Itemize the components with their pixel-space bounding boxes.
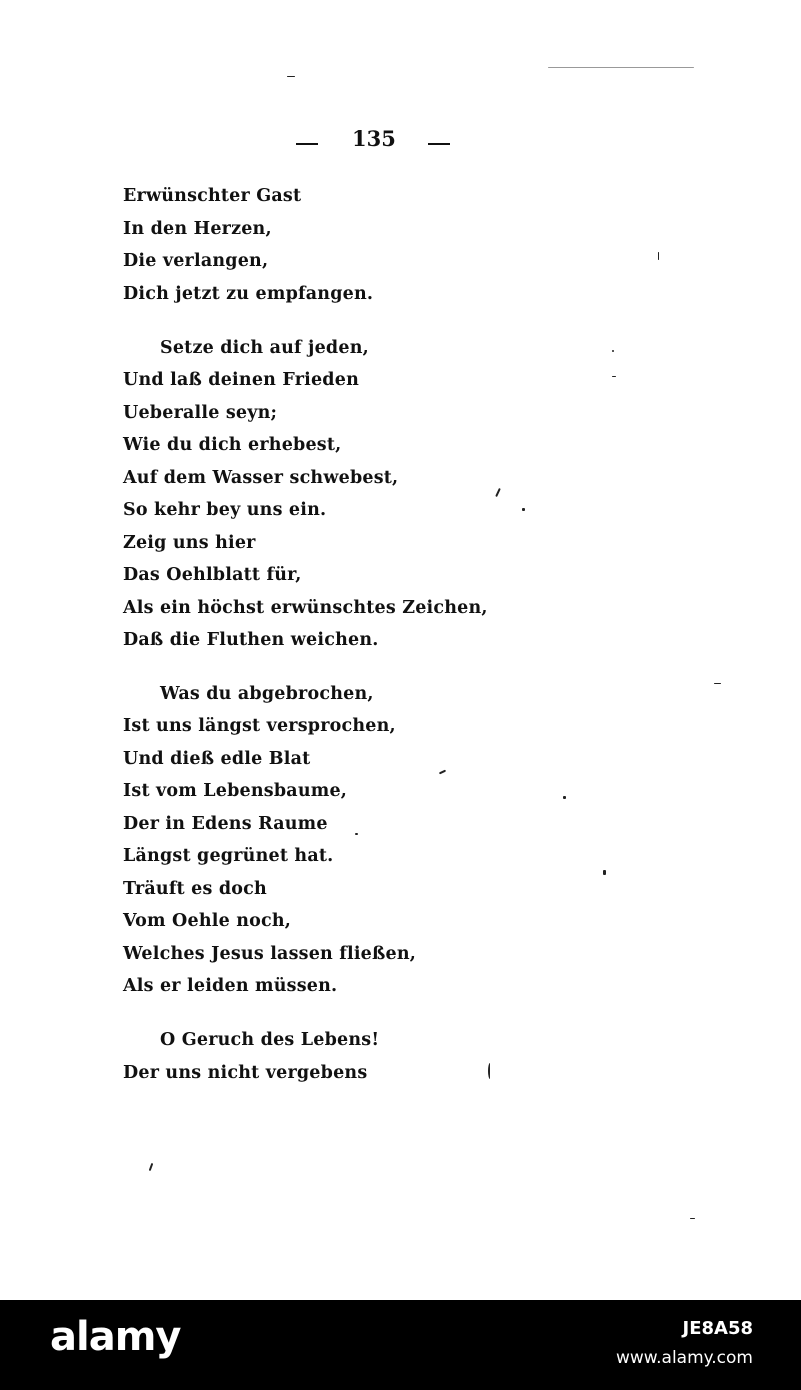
watermark-banner [0, 1300, 801, 1390]
poem-line: Träuft es doch [123, 879, 267, 899]
poem-line: Ueberalle seyn; [123, 403, 278, 423]
scan-artifact [439, 770, 446, 775]
watermark-url: www.alamy.com [615, 1348, 753, 1368]
poem-line: Der in Edens Raume [123, 814, 328, 834]
poem-line: Daß die Fluthen weichen. [123, 630, 379, 650]
poem-line: Die verlangen, [123, 251, 269, 271]
poem-line: Ist vom Lebensbaume, [123, 781, 348, 801]
scan-artifact [548, 67, 694, 68]
poem-line: Als er leiden müssen. [123, 976, 338, 996]
header-dash-left [296, 143, 318, 145]
poem-line: Ist uns längst versprochen, [123, 716, 396, 736]
poem-line: Als ein höchst erwünschtes Zeichen, [123, 598, 488, 618]
poem-line: Vom Oehle noch, [123, 911, 292, 931]
scan-artifact [612, 376, 616, 377]
poem-line: Und dieß edle Blat [123, 749, 311, 769]
poem-line: Zeig uns hier [123, 533, 256, 553]
poem-line: Welches Jesus lassen fließen, [123, 944, 417, 964]
poem-line: So kehr bey uns ein. [123, 500, 327, 520]
watermark-image-id: JE8A58 [682, 1318, 753, 1339]
poem-line: Was du abgebrochen, [160, 684, 374, 704]
scan-artifact [522, 508, 525, 511]
poem-line: Wie du dich erhebest, [123, 435, 342, 455]
poem-line: Das Oehlblatt für, [123, 565, 302, 585]
watermark-brand: alamy [50, 1314, 181, 1360]
page-number: 135 [352, 126, 396, 151]
header-dash-right [428, 143, 450, 145]
poem-line: Dich jetzt zu empfangen. [123, 284, 374, 304]
poem-line: Setze dich auf jeden, [160, 338, 369, 358]
scan-artifact [355, 833, 358, 835]
scan-artifact [488, 1063, 492, 1079]
poem-line: O Geruch des Lebens! [160, 1030, 380, 1050]
scan-artifact [603, 870, 606, 875]
poem-line: Längst gegrünet hat. [123, 846, 334, 866]
scan-artifact [612, 350, 614, 352]
poem-line: Der uns nicht vergebens [123, 1063, 368, 1083]
scan-artifact [690, 1218, 695, 1219]
poem-line: Erwünschter Gast [123, 186, 302, 206]
scan-artifact [495, 488, 501, 497]
scan-artifact [658, 252, 659, 260]
scan-artifact [714, 683, 721, 684]
scan-artifact [287, 76, 295, 77]
poem-line: In den Herzen, [123, 219, 272, 239]
scan-artifact [563, 796, 566, 799]
page-header [290, 126, 460, 156]
scan-artifact [149, 1163, 154, 1171]
poem-line: Und laß deinen Frieden [123, 370, 359, 390]
poem-line: Auf dem Wasser schwebest, [123, 468, 399, 488]
